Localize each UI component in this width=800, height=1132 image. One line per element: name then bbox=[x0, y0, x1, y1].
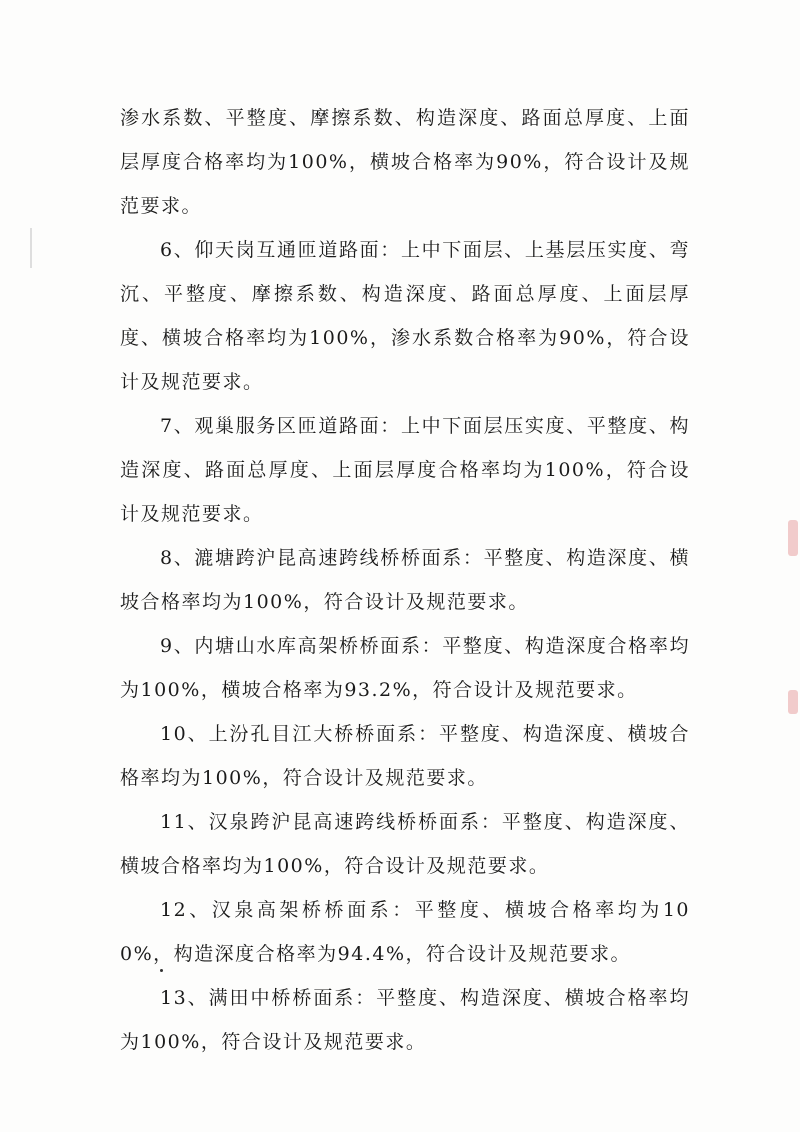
paragraph-item-11: 11、汉泉跨沪昆高速跨线桥桥面系：平整度、构造深度、横坡合格率均为100%，符合设计及规范要求。 bbox=[120, 811, 690, 877]
paragraph-item-12: 12、汉泉高架桥桥面系：平整度、横坡合格率均为100%，构造深度合格率为94.4%，符合设计及规范要求。 bbox=[120, 899, 690, 965]
seal-edge-mark bbox=[788, 690, 798, 714]
paragraph-item-9: 9、内塘山水库高架桥桥面系：平整度、构造深度合格率均为100%，横坡合格率为93.2%，符合设计及规范要求。 bbox=[120, 635, 690, 701]
seal-edge-mark bbox=[788, 520, 798, 556]
paragraph-item-7: 7、观巢服务区匝道路面：上中下面层压实度、平整度、构造深度、路面总厚度、上面层厚度合格率均为100%，符合设计及规范要求。 bbox=[120, 415, 690, 525]
paragraph-item-6: 6、仰天岗互通匝道路面：上中下面层、上基层压实度、弯沉、平整度、摩擦系数、构造深度、路面总厚度、上面层厚度、横坡合格率均为100%，渗水系数合格率为90%，符合设计及规范要求。 bbox=[120, 239, 690, 393]
paragraph-item-13: 13、满田中桥桥面系：平整度、构造深度、横坡合格率均为100%，符合设计及规范要求。 bbox=[120, 987, 690, 1053]
paragraph-item-10: 10、上汾孔目江大桥桥面系：平整度、构造深度、横坡合格率均为100%，符合设计及规范要求。 bbox=[120, 723, 690, 789]
paragraph-continuation: 渗水系数、平整度、摩擦系数、构造深度、路面总厚度、上面层厚度合格率均为100%，横坡合格率为90%，符合设计及规范要求。 bbox=[120, 107, 690, 217]
document-body bbox=[120, 96, 690, 1064]
paragraph-item-8: 8、漉塘跨沪昆高速跨线桥桥面系：平整度、构造深度、横坡合格率均为100%，符合设计及规范要求。 bbox=[120, 547, 690, 613]
scan-mark bbox=[30, 228, 32, 268]
